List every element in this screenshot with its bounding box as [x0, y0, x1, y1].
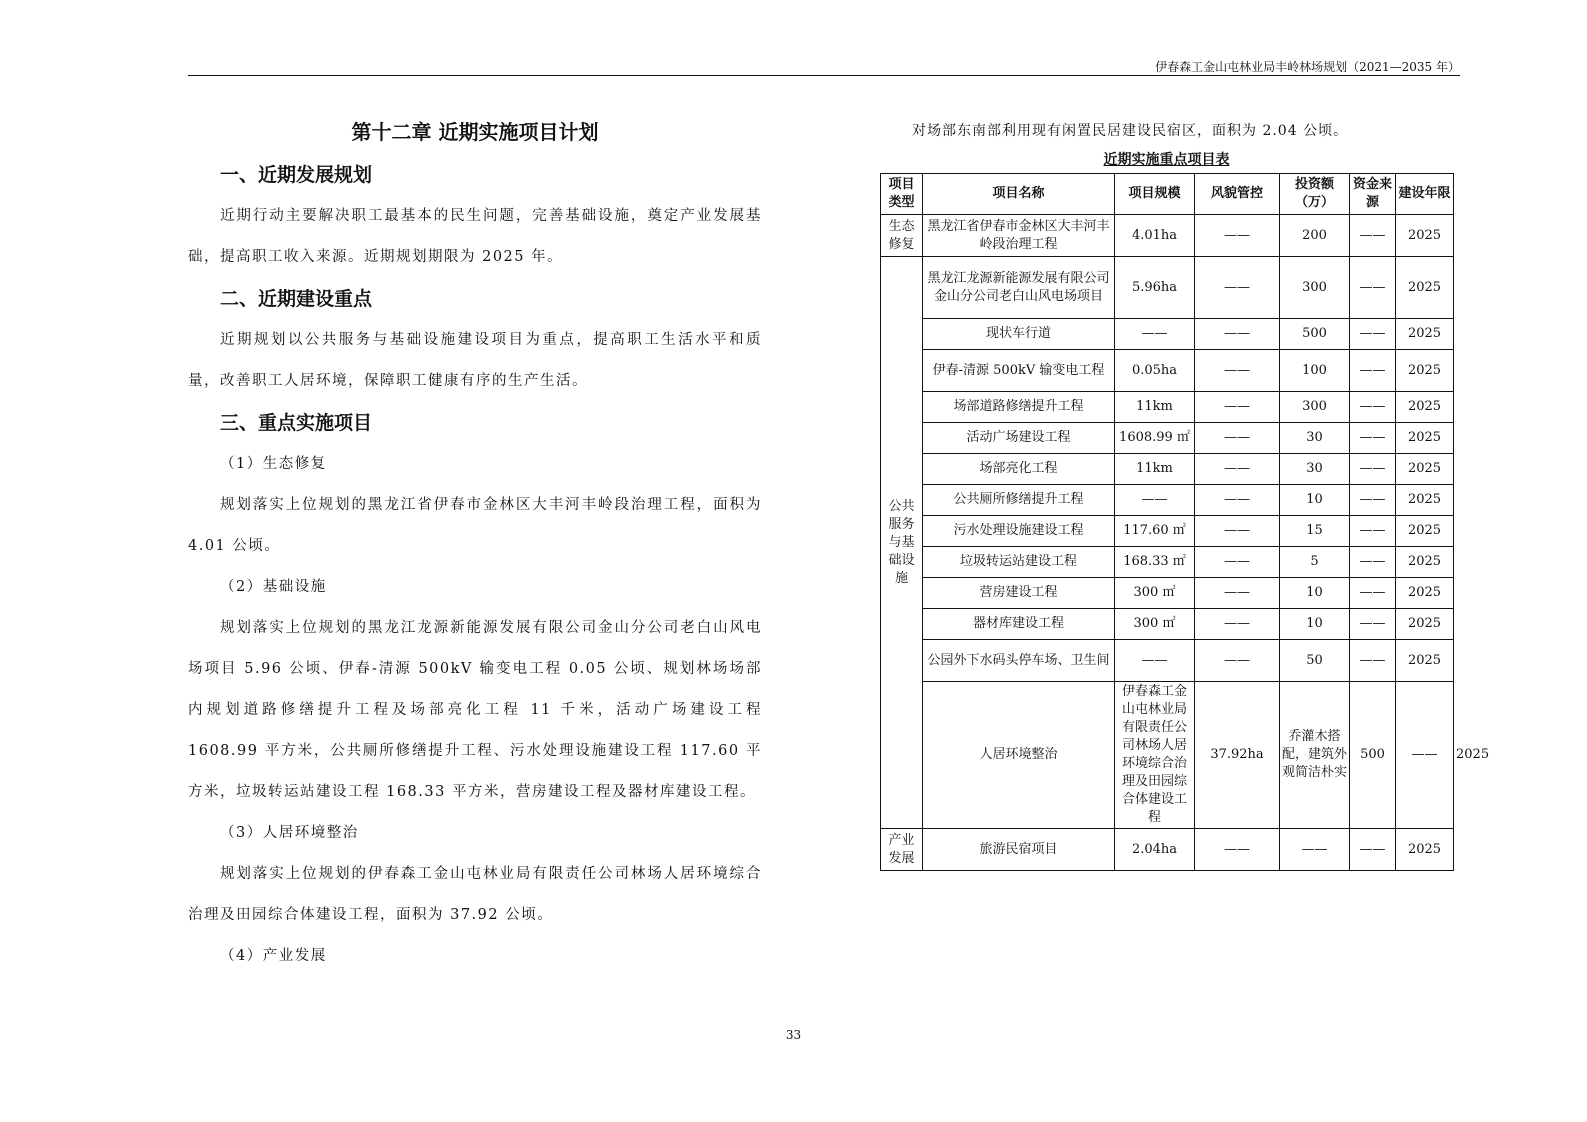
cell-control: —— — [1195, 578, 1280, 609]
table-row — [881, 319, 1454, 350]
cell-name: 伊春森工金山屯林业局有限责任公司林场人居环境综合治理及田园综合体建设工程 — [1115, 682, 1195, 829]
table-row — [881, 392, 1454, 423]
cell-year: 2025 — [1396, 215, 1454, 257]
cell-scale: 117.60 ㎡ — [1115, 516, 1195, 547]
cell-investment: —— — [1280, 829, 1350, 871]
table-row — [881, 215, 1454, 257]
cell-fund-source: —— — [1350, 609, 1396, 640]
table-title: 近期实施重点项目表 — [1103, 152, 1230, 168]
cell-investment: 500 — [1280, 319, 1350, 350]
cell-year: 2025 — [1396, 640, 1454, 682]
cell-fund-source: —— — [1350, 350, 1396, 392]
page-number: 33 — [785, 1028, 802, 1042]
cell-control: —— — [1195, 454, 1280, 485]
cell-fund-source: —— — [1350, 215, 1396, 257]
table-header-row — [881, 174, 1454, 215]
category-cell: 公共服务与基础设施 — [881, 257, 923, 829]
cell-name: 污水处理设施建设工程 — [923, 516, 1115, 547]
cell-control: —— — [1195, 350, 1280, 392]
table-row — [881, 829, 1454, 871]
cell-control: —— — [1195, 215, 1280, 257]
cell-fund-source: —— — [1396, 682, 1454, 829]
cell-scale: 0.05ha — [1115, 350, 1195, 392]
cell-control: —— — [1195, 319, 1280, 350]
cell-control: —— — [1195, 640, 1280, 682]
cell-investment: 300 — [1280, 392, 1350, 423]
project-table — [880, 173, 1490, 871]
cell-name: 垃圾转运站建设工程 — [923, 547, 1115, 578]
cell-fund-source: —— — [1350, 454, 1396, 485]
cell-investment: 100 — [1280, 350, 1350, 392]
cell-year: 2025 — [1396, 423, 1454, 454]
cell-scale: 168.33 ㎡ — [1115, 547, 1195, 578]
category-cell: 人居环境整治 — [923, 682, 1115, 829]
cell-control: —— — [1195, 257, 1280, 319]
cell-name: 公园外下水码头停车场、卫生间 — [923, 640, 1115, 682]
header-year: 建设年限 — [1396, 174, 1454, 215]
cell-year: 2025 — [1396, 350, 1454, 392]
paragraph-living-environment: 规划落实上位规划的伊春森工金山屯林业局有限责任公司林场人居环境综合治理及田园综合体建设工程，面积为 37.92 公顷。 — [188, 866, 762, 923]
subheading-infrastructure: （2）基础设施 — [220, 579, 327, 595]
subheading-industry: （4）产业发展 — [220, 948, 327, 964]
header-type: 项目类型 — [881, 174, 923, 215]
table-row — [881, 257, 1454, 319]
cell-scale: 300 ㎡ — [1115, 609, 1195, 640]
header-fund-source: 资金来源 — [1350, 174, 1396, 215]
category-cell: 产业发展 — [881, 829, 923, 871]
cell-scale: 2.04ha — [1115, 829, 1195, 871]
cell-name: 器材库建设工程 — [923, 609, 1115, 640]
cell-fund-source: —— — [1350, 516, 1396, 547]
table-row — [881, 485, 1454, 516]
cell-control: 乔灌木搭配，建筑外观简洁朴实 — [1280, 682, 1350, 829]
paragraph-sec2: 近期规划以公共服务与基础设施建设项目为重点，提高职工生活水平和质量，改善职工人居环境，保障职工健康有序的生产生活。 — [188, 332, 762, 389]
subheading-ecology: （1）生态修复 — [220, 456, 327, 472]
cell-name: 公共厕所修缮提升工程 — [923, 485, 1115, 516]
right-column — [880, 115, 1490, 871]
cell-name: 旅游民宿项目 — [923, 829, 1115, 871]
cell-year: 2025 — [1396, 392, 1454, 423]
table-row: 人居环境整治 伊春森工金山屯林业局有限责任公司林场人居环境综合治理及田园综合体建设工程 37.92ha 乔灌木搭配，建筑外观简洁朴实 500 —— 2025 — [881, 682, 1454, 829]
cell-investment: 50 — [1280, 640, 1350, 682]
cell-scale: —— — [1115, 319, 1195, 350]
subheading-living-environment: （3）人居环境整治 — [220, 825, 359, 841]
cell-investment: 10 — [1280, 485, 1350, 516]
paragraph-infrastructure: 规划落实上位规划的黑龙江龙源新能源发展有限公司金山分公司老白山风电场项目 5.96 公顷、伊春-清源 500kV 输变电工程 0.05 公顷、规划林场场部内规划道路修缮提升工程及场部亮化工程 11 千米，活动广场建设工程 1608.99 平方米，公共厕所修缮提升工程、污水处理设施建设工程 117.60 平方米，垃圾转运站建设工程 168.33 平方米，营房建设工程及器材库建设工程。 — [188, 620, 762, 800]
header-control: 风貌管控 — [1195, 174, 1280, 215]
paragraph-sec1: 近期行动主要解决职工最基本的民生问题，完善基础设施，奠定产业发展基础，提高职工收入来源。近期规划期限为 2025 年。 — [188, 208, 762, 265]
header-scale: 项目规模 — [1115, 174, 1195, 215]
cell-scale: 11km — [1115, 454, 1195, 485]
cell-fund-source: —— — [1350, 485, 1396, 516]
cell-control: —— — [1195, 392, 1280, 423]
cell-investment: 10 — [1280, 578, 1350, 609]
cell-scale: 5.96ha — [1115, 257, 1195, 319]
cell-control: —— — [1195, 485, 1280, 516]
cell-scale: 4.01ha — [1115, 215, 1195, 257]
table-row — [881, 578, 1454, 609]
document-header-title: 伊春森工金山屯林业局丰岭林场规划（2021—2035 年） — [1155, 60, 1460, 74]
cell-fund-source: —— — [1350, 547, 1396, 578]
cell-name: 黑龙江龙源新能源发展有限公司金山分公司老白山风电场项目 — [923, 257, 1115, 319]
cell-control: —— — [1195, 547, 1280, 578]
cell-fund-source: —— — [1350, 578, 1396, 609]
cell-year: 2025 — [1396, 609, 1454, 640]
table-row — [881, 547, 1454, 578]
cell-control: —— — [1195, 423, 1280, 454]
cell-fund-source: —— — [1350, 257, 1396, 319]
cell-investment: 30 — [1280, 454, 1350, 485]
cell-year: 2025 — [1396, 319, 1454, 350]
cell-year: 2025 — [1396, 485, 1454, 516]
cell-name: 活动广场建设工程 — [923, 423, 1115, 454]
cell-investment: 15 — [1280, 516, 1350, 547]
header-name: 项目名称 — [923, 174, 1115, 215]
cell-name: 场部道路修缮提升工程 — [923, 392, 1115, 423]
cell-investment: 5 — [1280, 547, 1350, 578]
cell-investment: 500 — [1350, 682, 1396, 829]
cell-name: 黑龙江省伊春市金林区大丰河丰岭段治理工程 — [923, 215, 1115, 257]
cell-scale: 37.92ha — [1195, 682, 1280, 829]
cell-control: —— — [1195, 609, 1280, 640]
cell-investment: 300 — [1280, 257, 1350, 319]
cell-investment: 10 — [1280, 609, 1350, 640]
cell-fund-source: —— — [1350, 319, 1396, 350]
cell-investment: 30 — [1280, 423, 1350, 454]
table-row — [881, 609, 1454, 640]
cell-scale: —— — [1115, 640, 1195, 682]
cell-year: 2025 — [1396, 829, 1454, 871]
category-cell: 生态修复 — [881, 215, 923, 257]
cell-year: 2025 — [1396, 257, 1454, 319]
cell-name: 伊春-清源 500kV 输变电工程 — [923, 350, 1115, 392]
section-heading-2: 二、近期建设重点 — [220, 288, 373, 310]
cell-name: 场部亮化工程 — [923, 454, 1115, 485]
cell-name: 营房建设工程 — [923, 578, 1115, 609]
section-heading-1: 一、近期发展规划 — [220, 164, 373, 186]
cell-fund-source: —— — [1350, 829, 1396, 871]
cell-investment: 200 — [1280, 215, 1350, 257]
cell-year: 2025 — [1396, 516, 1454, 547]
cell-name: 现状车行道 — [923, 319, 1115, 350]
header-investment: 投资额（万） — [1280, 174, 1350, 215]
cell-scale: 300 ㎡ — [1115, 578, 1195, 609]
cell-fund-source: —— — [1350, 640, 1396, 682]
cell-scale: 1608.99 ㎡ — [1115, 423, 1195, 454]
table-row — [881, 516, 1454, 547]
cell-year: 2025 — [1396, 547, 1454, 578]
cell-year: 2025 — [1396, 578, 1454, 609]
table-row — [881, 423, 1454, 454]
paragraph-ecology: 规划落实上位规划的黑龙江省伊春市金林区大丰河丰岭段治理工程，面积为 4.01 公顷。 — [188, 497, 762, 554]
table-row — [881, 350, 1454, 392]
left-column — [188, 110, 762, 977]
cell-year: 2025 — [1396, 454, 1454, 485]
cell-fund-source: —— — [1350, 423, 1396, 454]
cell-scale: —— — [1115, 485, 1195, 516]
cell-fund-source: —— — [1350, 392, 1396, 423]
table-row — [881, 640, 1454, 682]
cell-control: —— — [1195, 516, 1280, 547]
section-heading-3: 三、重点实施项目 — [220, 412, 373, 434]
cell-scale: 11km — [1115, 392, 1195, 423]
table-row — [881, 454, 1454, 485]
chapter-title: 第十二章 近期实施项目计划 — [351, 120, 599, 144]
paragraph-industry-continued: 对场部东南部利用现有闲置民居建设民宿区，面积为 2.04 公顷。 — [912, 123, 1349, 139]
cell-control: —— — [1195, 829, 1280, 871]
header-divider — [188, 75, 1460, 76]
